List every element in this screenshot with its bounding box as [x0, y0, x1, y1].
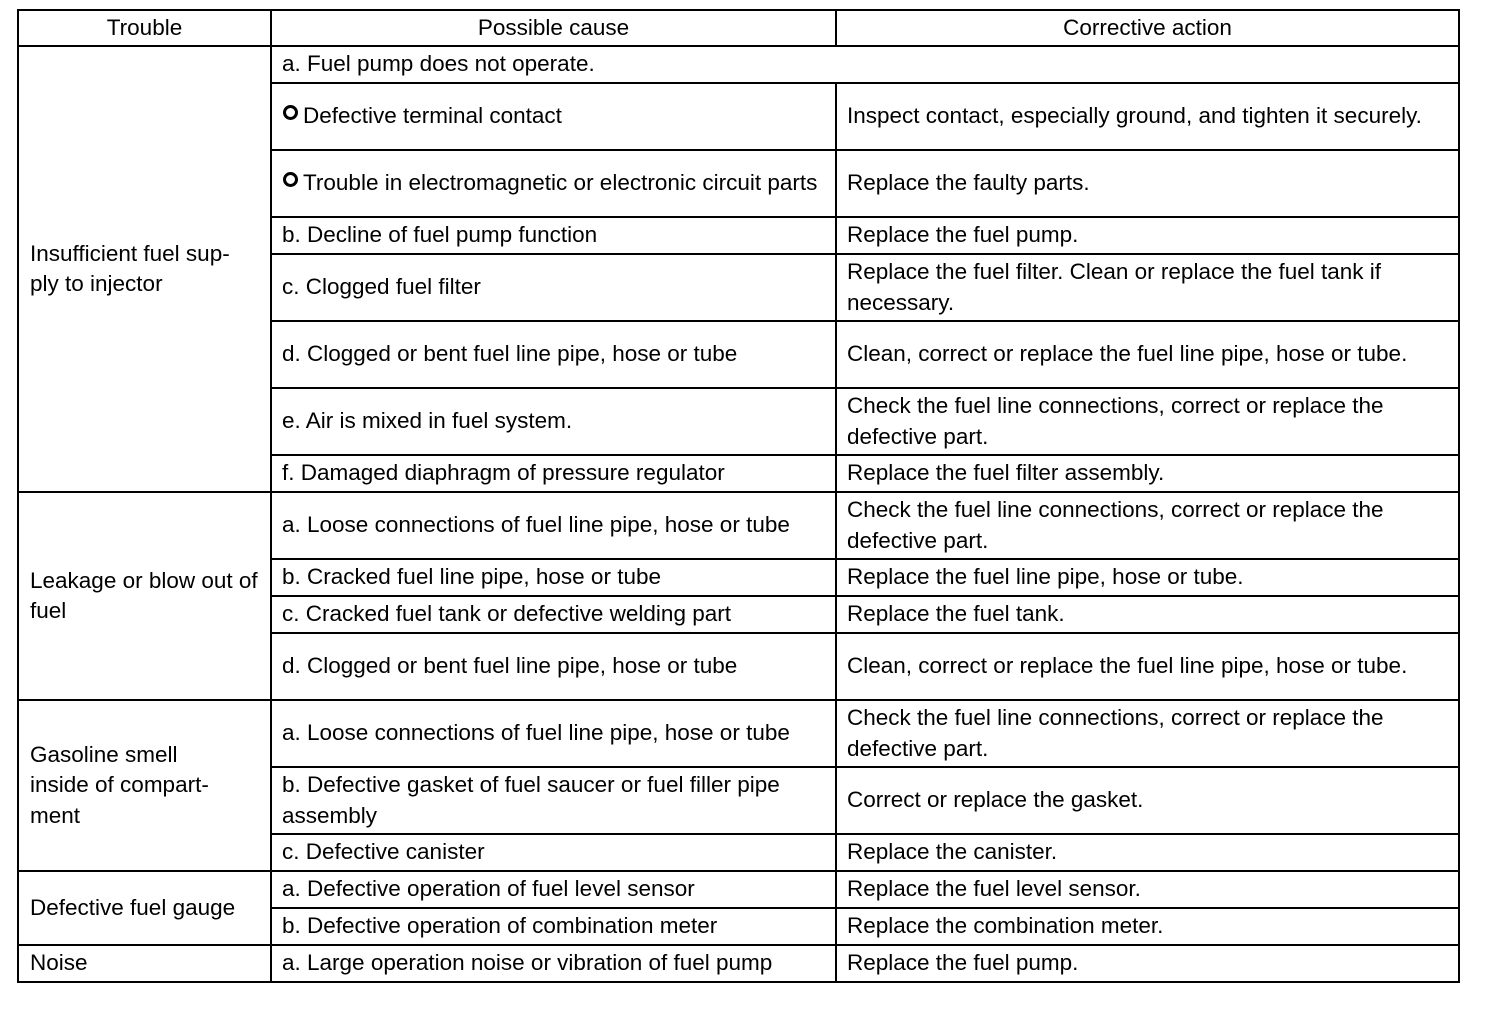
header-possible-cause: Possible cause: [271, 10, 836, 46]
action-cell: Replace the canister.: [836, 834, 1459, 871]
action-cell: Clean, correct or replace the fuel line pipe, hose or tube.: [836, 321, 1459, 388]
cause-cell: a. Loose connections of fuel line pipe, hose or tube: [271, 492, 836, 559]
action-cell: Clean, correct or replace the fuel line pipe, hose or tube.: [836, 633, 1459, 700]
trouble-cell-noise: Noise: [18, 945, 271, 982]
cause-text: Trouble in electromagnetic or electronic circuit parts: [303, 170, 818, 196]
trouble-line: Insufficient fuel sup-: [30, 240, 230, 266]
troubleshooting-table: [17, 9, 1460, 983]
action-cell: Replace the fuel pump.: [836, 217, 1459, 254]
cause-cell: [271, 83, 836, 150]
action-cell: Check the fuel line connections, correct or replace the defective part.: [836, 700, 1459, 767]
table-row: [18, 492, 1459, 559]
table-row: [18, 871, 1459, 908]
table-row: [18, 700, 1459, 767]
cause-cell: b. Defective gasket of fuel saucer or fuel filler pipe assembly: [271, 767, 836, 834]
table-row: [18, 46, 1459, 83]
cause-cell: c. Clogged fuel filter: [271, 254, 836, 321]
action-cell: Replace the combination meter.: [836, 908, 1459, 945]
cause-text: Defective terminal contact: [303, 103, 562, 129]
action-cell: Check the fuel line connections, correct or replace the defective part.: [836, 492, 1459, 559]
action-cell: Replace the fuel level sensor.: [836, 871, 1459, 908]
cause-cell: c. Defective canister: [271, 834, 836, 871]
circle-bullet-icon: [283, 172, 298, 187]
action-cell: Check the fuel line connections, correct or replace the defective part.: [836, 388, 1459, 455]
cause-cell: b. Decline of fuel pump function: [271, 217, 836, 254]
cause-cell: b. Cracked fuel line pipe, hose or tube: [271, 559, 836, 596]
action-cell: Replace the fuel filter assembly.: [836, 455, 1459, 492]
cause-cell: a. Large operation noise or vibration of fuel pump: [271, 945, 836, 982]
cause-cell: d. Clogged or bent fuel line pipe, hose or tube: [271, 633, 836, 700]
table-row: [18, 945, 1459, 982]
header-corrective-action: Corrective action: [836, 10, 1459, 46]
action-cell: Replace the fuel line pipe, hose or tube.: [836, 559, 1459, 596]
action-cell: Replace the faulty parts.: [836, 150, 1459, 217]
action-cell: Replace the fuel tank.: [836, 596, 1459, 633]
trouble-line: ply to injector: [30, 271, 163, 296]
cause-cell: f. Damaged diaphragm of pressure regulator: [271, 455, 836, 492]
trouble-line: ment: [30, 802, 81, 828]
header-row: [18, 10, 1459, 46]
action-cell: Inspect contact, especially ground, and tighten it securely.: [836, 83, 1459, 150]
cause-cell: a. Defective operation of fuel level sensor: [271, 871, 836, 908]
circle-bullet-icon: [283, 105, 298, 120]
trouble-cell-insufficient-fuel-supply: [18, 46, 271, 492]
cause-cell: [271, 150, 836, 217]
trouble-cell-gasoline-smell: [18, 700, 271, 871]
trouble-cell-defective-fuel-gauge: Defective fuel gauge: [18, 871, 271, 945]
action-cell: Replace the fuel filter. Clean or replace the fuel tank if necessary.: [836, 254, 1459, 321]
cause-cell: e. Air is mixed in fuel system.: [271, 388, 836, 455]
action-cell: Correct or replace the gasket.: [836, 767, 1459, 834]
trouble-line: inside of compart-: [30, 772, 209, 798]
cause-cell: d. Clogged or bent fuel line pipe, hose or tube: [271, 321, 836, 388]
action-cell: Replace the fuel pump.: [836, 945, 1459, 982]
cause-cell: b. Defective operation of combination meter: [271, 908, 836, 945]
trouble-cell-leakage: Leakage or blow out of fuel: [18, 492, 271, 700]
header-trouble: Trouble: [18, 10, 271, 46]
trouble-line: Gasoline smell: [30, 741, 178, 767]
cause-cell: c. Cracked fuel tank or defective welding part: [271, 596, 836, 633]
cause-cell: a. Fuel pump does not operate.: [271, 46, 1459, 83]
cause-cell: a. Loose connections of fuel line pipe, hose or tube: [271, 700, 836, 767]
